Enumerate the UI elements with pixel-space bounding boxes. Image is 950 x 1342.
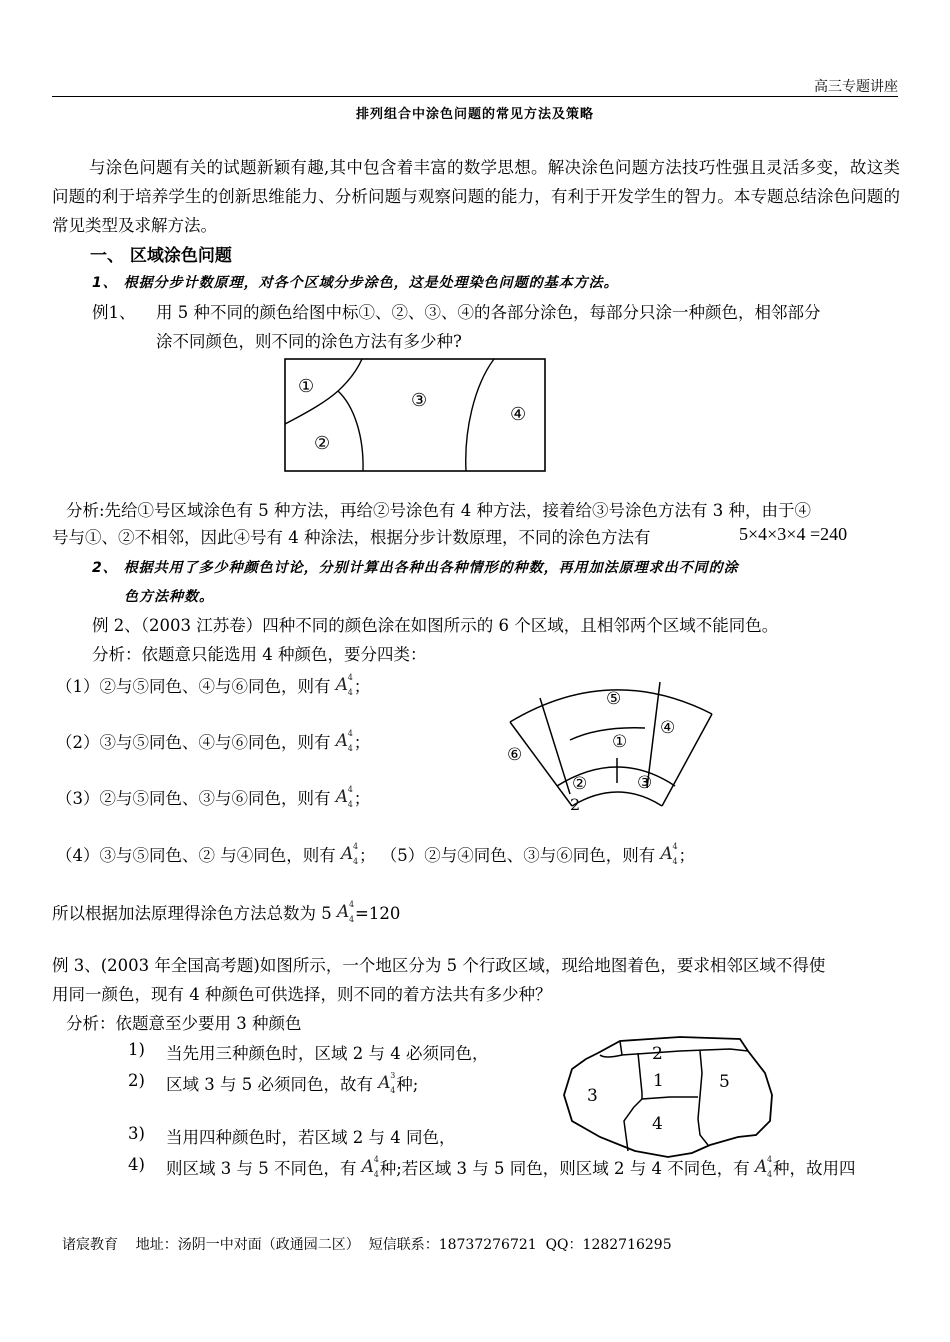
item-2-number: 2)	[128, 1071, 145, 1090]
example-1-label: 例1、	[92, 303, 136, 322]
perm-a44: A 4 4	[755, 1154, 773, 1179]
fig3-region-2: 2	[652, 1044, 663, 1064]
fig3-region-5: 5	[719, 1072, 730, 1092]
item-3-number: 3)	[128, 1124, 145, 1143]
example-3-line2: 用同一颜色，现有 4 种颜色可供选择，则不同的着方法共有多少种？	[52, 985, 552, 1004]
method-1-heading: 1、 根据分步计数原理，对各个区域分步涂色，这是处理染色问题的基本方法。	[92, 275, 619, 291]
case-3-text: （3）②与⑤同色、③与⑥同色，则有	[56, 789, 331, 808]
example-1-analysis-1: 分析:先给①号区域涂色有 5 种方法，再给②号涂色有 4 种方法，接着给③号涂色方法有 3 种，由于④	[66, 501, 812, 520]
method-2-heading-line2: 色方法种数。	[124, 589, 214, 605]
example-1-line1: 用 5 种不同的颜色给图中标①、②、③、④的各部分涂色，每部分只涂一种颜色，相邻部分	[156, 303, 821, 322]
example-2-sum	[52, 900, 400, 928]
fig2-region-2: ②	[572, 774, 588, 794]
perm-a44: A 4 4	[337, 899, 355, 924]
case-2-text: （2）③与⑤同色、④与⑥同色，则有	[56, 733, 331, 752]
sum-prefix: 所以根据加法原理得涂色方法总数为 5	[52, 904, 332, 923]
fig2-region-5: ⑤	[606, 689, 622, 709]
sum-result: =120	[355, 904, 401, 923]
fig2-stray-label: 2	[570, 795, 581, 814]
fig2-region-6: ⑥	[507, 745, 523, 765]
fig1-region-3: ③	[411, 390, 428, 411]
fig1-region-1: ①	[298, 376, 315, 397]
section-heading: 一、 区域涂色问题	[90, 246, 232, 266]
example-2-case-4-5: （4）③与⑤同色、② 与④同色，则有 A 4 4 ； （5）②与④同色、③与⑥同色，则有 A 4 4 ；	[56, 842, 695, 870]
example-1-formula: 5×4×3×4 =240	[739, 524, 848, 544]
case-5-text: （5）②与④同色、③与⑥同色，则有	[380, 846, 656, 865]
example-2-line: 例 2、（2003 江苏卷）四种不同的颜色涂在如图所示的 6 个区域，且相邻两个区域不能同色。	[92, 616, 779, 635]
example-1-line2: 涂不同颜色，则不同的涂色方法有多少种?	[156, 332, 462, 351]
item-4-number: 4)	[128, 1155, 145, 1174]
item-1-number: 1)	[128, 1040, 145, 1059]
perm-a44: A 4 4	[341, 841, 359, 866]
perm-a44: A 4 4	[361, 1154, 379, 1179]
fig3-region-3: 3	[587, 1086, 598, 1106]
example-3-line1: 例 3、(2003 年全国高考题)如图所示，一个地区分为 5 个行政区域，现给地图着色，要求相邻区域不得使	[52, 956, 826, 975]
intro-paragraph: 与涂色问题有关的试题新颖有趣,其中包含着丰富的数学思想。解决涂色问题方法技巧性强且灵活多变，故这类问题的利于培养学生的创新思维能力、分析问题与观察问题的能力，有利于开发学生的智力。本专题总结涂色问题的常见类型及求解方法。	[52, 158, 900, 235]
perm-a43: A 3 4	[378, 1070, 396, 1095]
fig1-region-2: ②	[314, 433, 331, 454]
figure-1-rectangle	[282, 356, 548, 474]
item-3-text: 当用四种颜色时，若区域 2 与 4 同色，	[166, 1128, 456, 1147]
perm-a44: A 4 4	[335, 672, 353, 697]
page-footer: 诸宸教育 地址：汤阴一中对面（政通园二区） 短信联系：18737276721 QQ：1282716295	[62, 1237, 672, 1253]
figure-2-fan	[500, 674, 720, 816]
fig2-region-4: ④	[660, 718, 676, 738]
fig1-region-4: ④	[510, 404, 527, 425]
header-rule	[52, 96, 898, 97]
example-2-case-1: （1）②与⑤同色、④与⑥同色，则有 A 4 4 ；	[56, 673, 370, 701]
perm-a44: A 4 4	[335, 784, 353, 809]
method-2-heading-line1: 2、 根据共用了多少种颜色讨论，分别计算出各种出各种情形的种数，再用加法原理求出不同的涂	[92, 560, 739, 576]
example-2-case-2: （2）③与⑤同色、④与⑥同色，则有 A 4 4 ；	[56, 729, 370, 757]
example-2-case-3: （3）②与⑤同色、③与⑥同色，则有 A 4 4 ；	[56, 785, 370, 813]
fig3-region-1: 1	[653, 1071, 664, 1091]
example-3-analysis: 分析：依题意至少要用 3 种颜色	[66, 1014, 302, 1033]
fig2-region-1: ①	[612, 732, 628, 752]
item-2-text: 区域 3 与 5 必须同色，故有 A 3 4 种;	[166, 1071, 418, 1099]
perm-a44: A 4 4	[335, 728, 353, 753]
item-4-text: 则区域 3 与 5 不同色，有 A 4 4 种;若区域 3 与 5 同色，则区域 2 与 4 不同色，有 A 4 4 种，故用四	[166, 1155, 856, 1183]
case-1-text: （1）②与⑤同色、④与⑥同色，则有	[56, 677, 331, 696]
fig2-region-3: ③	[637, 773, 653, 793]
case-4-text: （4）③与⑤同色、② 与④同色，则有	[56, 846, 336, 865]
perm-a44: A 4 4	[660, 841, 678, 866]
figure-3-map	[560, 1033, 780, 1163]
page-header-right: 高三专题讲座	[814, 79, 898, 95]
document-title: 排列组合中涂色问题的常见方法及策略	[355, 107, 594, 122]
example-1-analysis-2: 号与①、②不相邻，因此④号有 4 种涂法，根据分步计数原理，不同的涂色方法有	[52, 528, 651, 547]
item-1-text: 当先用三种颜色时，区域 2 与 4 必须同色，	[166, 1044, 489, 1063]
example-2-analysis: 分析：依题意只能选用 4 种颜色，要分四类：	[92, 645, 427, 664]
fig3-region-4: 4	[652, 1114, 663, 1134]
